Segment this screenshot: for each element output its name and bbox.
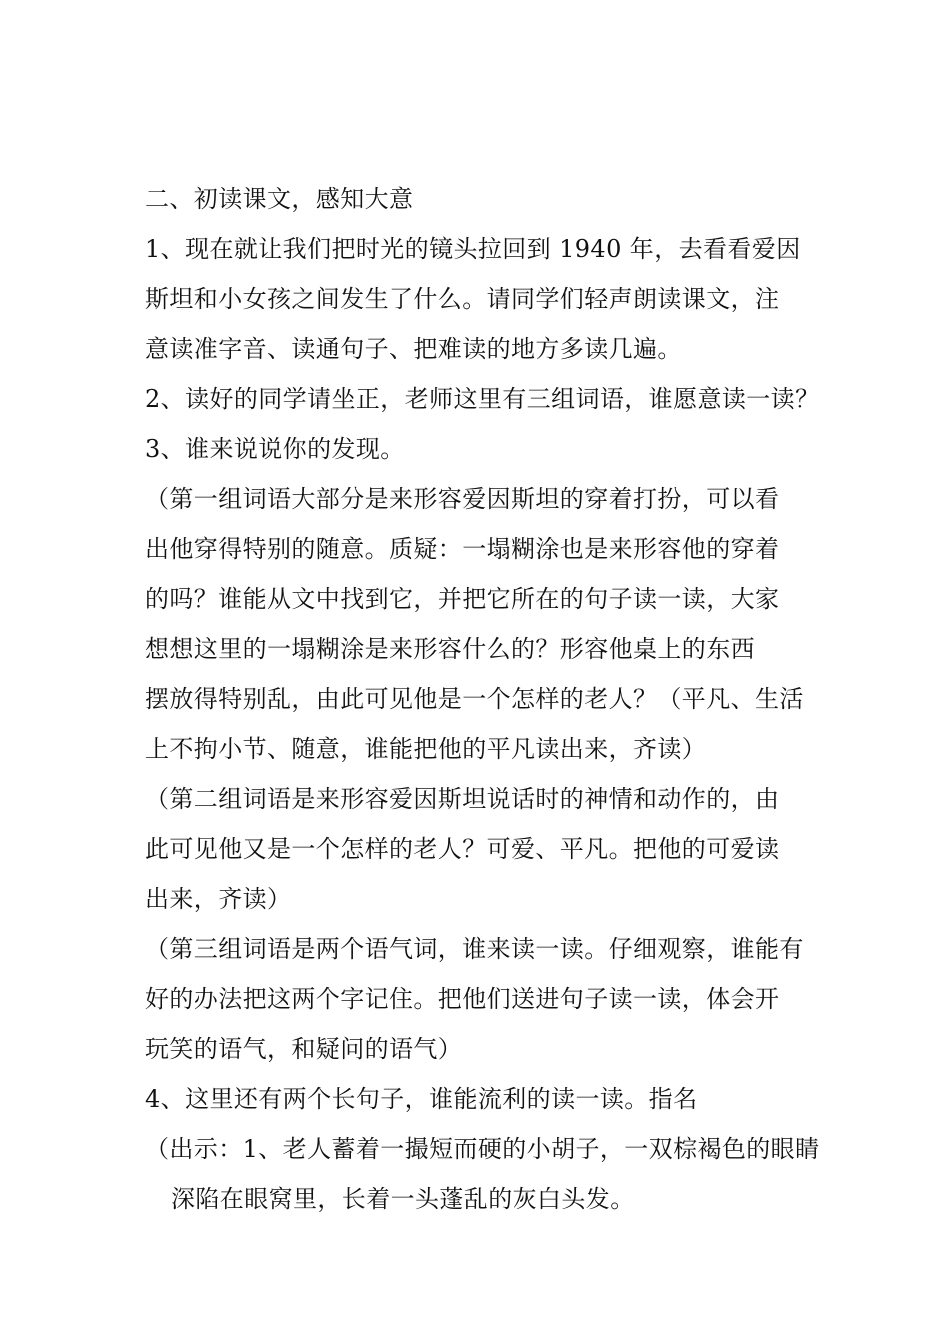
paragraph-line: 斯坦和小女孩之间发生了什么。请同学们轻声朗读课文，注: [145, 285, 780, 313]
paragraph-line: 深陷在眼窝里，长着一头蓬乱的灰白头发。: [171, 1185, 635, 1213]
paragraph-line: 玩笑的语气，和疑问的语气）: [145, 1035, 463, 1063]
paragraph-line: 此可见他又是一个怎样的老人？可爱、平凡。把他的可爱读: [145, 835, 780, 863]
section-heading: 二、初读课文，感知大意: [145, 185, 414, 213]
paragraph-line: （第一组词语大部分是来形容爱因斯坦的穿着打扮，可以看: [145, 485, 780, 513]
paragraph-line: 摆放得特别乱，由此可见他是一个怎样的老人？（平凡、生活: [145, 685, 804, 713]
paragraph-line: 1、现在就让我们把时光的镜头拉回到 1940 年，去看看爱因: [145, 235, 801, 263]
paragraph-line: 上不拘小节、随意，谁能把他的平凡读出来，齐读）: [145, 735, 707, 763]
paragraph-line: 想想这里的一塌糊涂是来形容什么的？形容他桌上的东西: [145, 635, 755, 663]
paragraph-line: （第三组词语是两个语气词，谁来读一读。仔细观察，谁能有: [145, 935, 804, 963]
document-body: [145, 174, 825, 1224]
paragraph-line: 好的办法把这两个字记住。把他们送进句子读一读，体会开: [145, 985, 780, 1013]
paragraph-line: 2、读好的同学请坐正，老师这里有三组词语，谁愿意读一读？: [145, 385, 820, 413]
paragraph-line: 出他穿得特别的随意。质疑：一塌糊涂也是来形容他的穿着: [145, 535, 780, 563]
paragraph-line: 4、这里还有两个长句子，谁能流利的读一读。指名: [145, 1085, 698, 1113]
paragraph-line: （出示：1、老人蓄着一撮短而硬的小胡子，一双棕褐色的眼睛: [145, 1135, 820, 1163]
paragraph-line: 的吗？谁能从文中找到它，并把它所在的句子读一读，大家: [145, 585, 780, 613]
paragraph-line: 出来，齐读）: [145, 885, 292, 913]
paragraph-line: 意读准字音、读通句子、把难读的地方多读几遍。: [145, 335, 682, 363]
paragraph-line: 3、谁来说说你的发现。: [145, 435, 405, 463]
paragraph-line: （第二组词语是来形容爱因斯坦说话时的神情和动作的，由: [145, 785, 780, 813]
